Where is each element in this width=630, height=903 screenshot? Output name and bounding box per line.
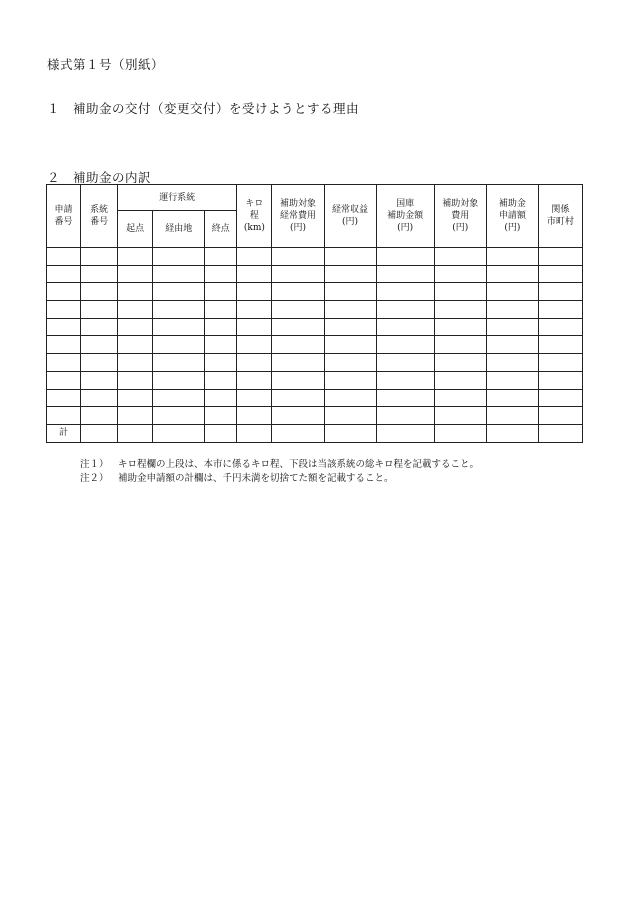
total-cell[interactable] <box>205 424 237 442</box>
note-1-tag: 注１） <box>80 459 109 470</box>
table-cell[interactable] <box>205 318 237 336</box>
table-cell[interactable] <box>376 354 434 372</box>
section-1-number: １ <box>47 101 61 116</box>
table-cell[interactable] <box>47 389 81 407</box>
table-cell[interactable] <box>237 354 272 372</box>
total-cell[interactable] <box>376 424 434 442</box>
total-cell[interactable] <box>153 424 205 442</box>
table-cell[interactable] <box>434 336 486 354</box>
section-2-number: ２ <box>47 170 61 185</box>
notes <box>80 458 479 485</box>
table-cell[interactable] <box>81 371 118 389</box>
table-cell[interactable] <box>324 301 376 319</box>
table-cell[interactable] <box>434 371 486 389</box>
table-cell[interactable] <box>47 318 81 336</box>
table-cell[interactable] <box>118 354 153 372</box>
note-1 <box>80 458 479 472</box>
table-cell[interactable] <box>434 354 486 372</box>
table-cell[interactable] <box>47 336 81 354</box>
table-cell[interactable] <box>153 371 205 389</box>
table-cell[interactable] <box>81 407 118 425</box>
table-cell[interactable] <box>205 283 237 301</box>
table-cell[interactable] <box>47 407 81 425</box>
table-cell[interactable] <box>205 265 237 283</box>
table-cell[interactable] <box>47 354 81 372</box>
table-cell[interactable] <box>118 407 153 425</box>
table-cell[interactable] <box>538 283 582 301</box>
table-row <box>47 248 583 266</box>
table-row <box>47 283 583 301</box>
table-cell[interactable] <box>324 354 376 372</box>
table-cell[interactable] <box>81 354 118 372</box>
table-cell[interactable] <box>205 336 237 354</box>
table-cell[interactable] <box>538 371 582 389</box>
table-cell[interactable] <box>47 283 81 301</box>
table-cell[interactable] <box>434 248 486 266</box>
table-cell[interactable] <box>237 283 272 301</box>
table-cell[interactable] <box>272 336 324 354</box>
header-start-point: 起点 <box>118 211 153 248</box>
table-cell[interactable] <box>153 389 205 407</box>
table-cell[interactable] <box>486 371 538 389</box>
table-cell[interactable] <box>538 407 582 425</box>
table-cell[interactable] <box>205 407 237 425</box>
table-cell[interactable] <box>272 407 324 425</box>
note-2-text: 補助金申請額の計欄は、千円未満を切捨てた額を記載すること。 <box>118 472 394 484</box>
table-cell[interactable] <box>272 265 324 283</box>
table-cell[interactable] <box>486 336 538 354</box>
table-cell[interactable] <box>486 354 538 372</box>
table-cell[interactable] <box>153 407 205 425</box>
table-cell[interactable] <box>324 283 376 301</box>
table-cell[interactable] <box>538 354 582 372</box>
section-1-heading <box>47 99 359 117</box>
table-cell[interactable] <box>153 354 205 372</box>
table-cell[interactable] <box>486 283 538 301</box>
total-cell[interactable] <box>538 424 582 442</box>
table-cell[interactable] <box>538 336 582 354</box>
table-cell[interactable] <box>538 248 582 266</box>
table-row <box>47 265 583 283</box>
table-row <box>47 389 583 407</box>
table-cell[interactable] <box>272 318 324 336</box>
header-system-number: 系統 番号 <box>81 185 118 248</box>
table-cell[interactable] <box>237 407 272 425</box>
table-cell[interactable] <box>486 407 538 425</box>
note-1-text: キロ程欄の上段は、本市に係るキロ程、下段は当該系統の総キロ程を記載すること。 <box>118 459 480 470</box>
table-cell[interactable] <box>118 248 153 266</box>
table-cell[interactable] <box>81 265 118 283</box>
table-cell[interactable] <box>47 371 81 389</box>
table-cell[interactable] <box>118 265 153 283</box>
table-cell[interactable] <box>324 371 376 389</box>
table-cell[interactable] <box>205 389 237 407</box>
header-revenue: 経常収益 (円) <box>324 185 376 248</box>
table-cell[interactable] <box>237 265 272 283</box>
table-cell[interactable] <box>486 265 538 283</box>
table-row <box>47 407 583 425</box>
total-cell[interactable] <box>237 424 272 442</box>
header-route: 運行系統 <box>118 185 237 211</box>
table-cell[interactable] <box>538 301 582 319</box>
table-cell[interactable] <box>434 283 486 301</box>
table-cell[interactable] <box>118 318 153 336</box>
total-cell[interactable] <box>434 424 486 442</box>
table-cell[interactable] <box>118 389 153 407</box>
table-cell[interactable] <box>153 318 205 336</box>
table-cell[interactable] <box>486 389 538 407</box>
header-requested-amount: 補助金 申請額 (円) <box>486 185 538 248</box>
header-eligible-amount: 補助対象 費用 (円) <box>434 185 486 248</box>
table-cell[interactable] <box>81 301 118 319</box>
table-cell[interactable] <box>376 371 434 389</box>
table-cell[interactable] <box>81 318 118 336</box>
table-cell[interactable] <box>237 248 272 266</box>
table-cell[interactable] <box>153 248 205 266</box>
table-cell[interactable] <box>81 389 118 407</box>
table-cell[interactable] <box>205 301 237 319</box>
table-cell[interactable] <box>237 301 272 319</box>
table-cell[interactable] <box>486 318 538 336</box>
table-cell[interactable] <box>376 248 434 266</box>
table-cell[interactable] <box>272 389 324 407</box>
form-title: 様式第１号（別紙） <box>47 57 165 72</box>
table-cell[interactable] <box>324 248 376 266</box>
table-cell[interactable] <box>486 301 538 319</box>
table-cell[interactable] <box>486 248 538 266</box>
section-1-title: 補助金の交付（変更交付）を受けようとする理由 <box>73 101 360 116</box>
table-row <box>47 354 583 372</box>
table-cell[interactable] <box>434 265 486 283</box>
table-row <box>47 318 583 336</box>
table-cell[interactable] <box>434 407 486 425</box>
table-cell[interactable] <box>118 371 153 389</box>
table-cell[interactable] <box>376 283 434 301</box>
header-via-point: 経由地 <box>153 211 205 248</box>
table-cell[interactable] <box>47 265 81 283</box>
table-cell[interactable] <box>272 283 324 301</box>
table-cell[interactable] <box>47 301 81 319</box>
header-application-number: 申請 番号 <box>47 185 81 248</box>
table-cell[interactable] <box>434 318 486 336</box>
table-cell[interactable] <box>118 283 153 301</box>
table-cell[interactable] <box>237 336 272 354</box>
header-eligible-cost: 補助対象 経常費用 (円) <box>272 185 324 248</box>
table-cell[interactable] <box>205 371 237 389</box>
table-cell[interactable] <box>538 389 582 407</box>
table-cell[interactable] <box>272 371 324 389</box>
table-cell[interactable] <box>272 354 324 372</box>
table-cell[interactable] <box>47 248 81 266</box>
total-cell[interactable] <box>81 424 118 442</box>
total-cell[interactable] <box>118 424 153 442</box>
table-row <box>47 336 583 354</box>
table-cell[interactable] <box>237 389 272 407</box>
header-end-point: 終点 <box>205 211 237 248</box>
table-cell[interactable] <box>324 389 376 407</box>
table-cell[interactable] <box>376 407 434 425</box>
table-cell[interactable] <box>237 371 272 389</box>
table-cell[interactable] <box>324 407 376 425</box>
table-cell[interactable] <box>538 265 582 283</box>
total-row <box>47 424 583 442</box>
table-cell[interactable] <box>153 265 205 283</box>
table-cell[interactable] <box>153 301 205 319</box>
table-cell[interactable] <box>118 336 153 354</box>
table-cell[interactable] <box>434 301 486 319</box>
table-cell[interactable] <box>376 336 434 354</box>
table-cell[interactable] <box>376 301 434 319</box>
total-cell[interactable] <box>486 424 538 442</box>
header-municipalities: 関係 市町村 <box>538 185 582 248</box>
table-cell[interactable] <box>205 248 237 266</box>
table-cell[interactable] <box>272 301 324 319</box>
table-cell[interactable] <box>153 336 205 354</box>
section-2-title: 補助金の内訳 <box>73 170 152 185</box>
table-cell[interactable] <box>376 318 434 336</box>
table-cell[interactable] <box>324 336 376 354</box>
header-kilometers: キロ 程 (km) <box>237 185 272 248</box>
subsidy-breakdown-table <box>46 184 583 443</box>
table-row <box>47 301 583 319</box>
table-cell[interactable] <box>205 354 237 372</box>
table-row <box>47 371 583 389</box>
header-national-subsidy: 国庫 補助金額 (円) <box>376 185 434 248</box>
table-cell[interactable] <box>272 248 324 266</box>
table-cell[interactable] <box>81 248 118 266</box>
table-cell[interactable] <box>324 265 376 283</box>
total-cell[interactable] <box>324 424 376 442</box>
total-cell[interactable] <box>272 424 324 442</box>
table-cell[interactable] <box>237 318 272 336</box>
table-cell[interactable] <box>81 336 118 354</box>
table-cell[interactable] <box>153 283 205 301</box>
total-label: 計 <box>47 424 81 442</box>
note-2 <box>80 472 479 486</box>
table-cell[interactable] <box>434 389 486 407</box>
table-cell[interactable] <box>538 318 582 336</box>
table-cell[interactable] <box>376 265 434 283</box>
table-cell[interactable] <box>81 283 118 301</box>
table-cell[interactable] <box>376 389 434 407</box>
note-2-tag: 注２） <box>80 472 109 484</box>
table-cell[interactable] <box>118 301 153 319</box>
table-cell[interactable] <box>324 318 376 336</box>
